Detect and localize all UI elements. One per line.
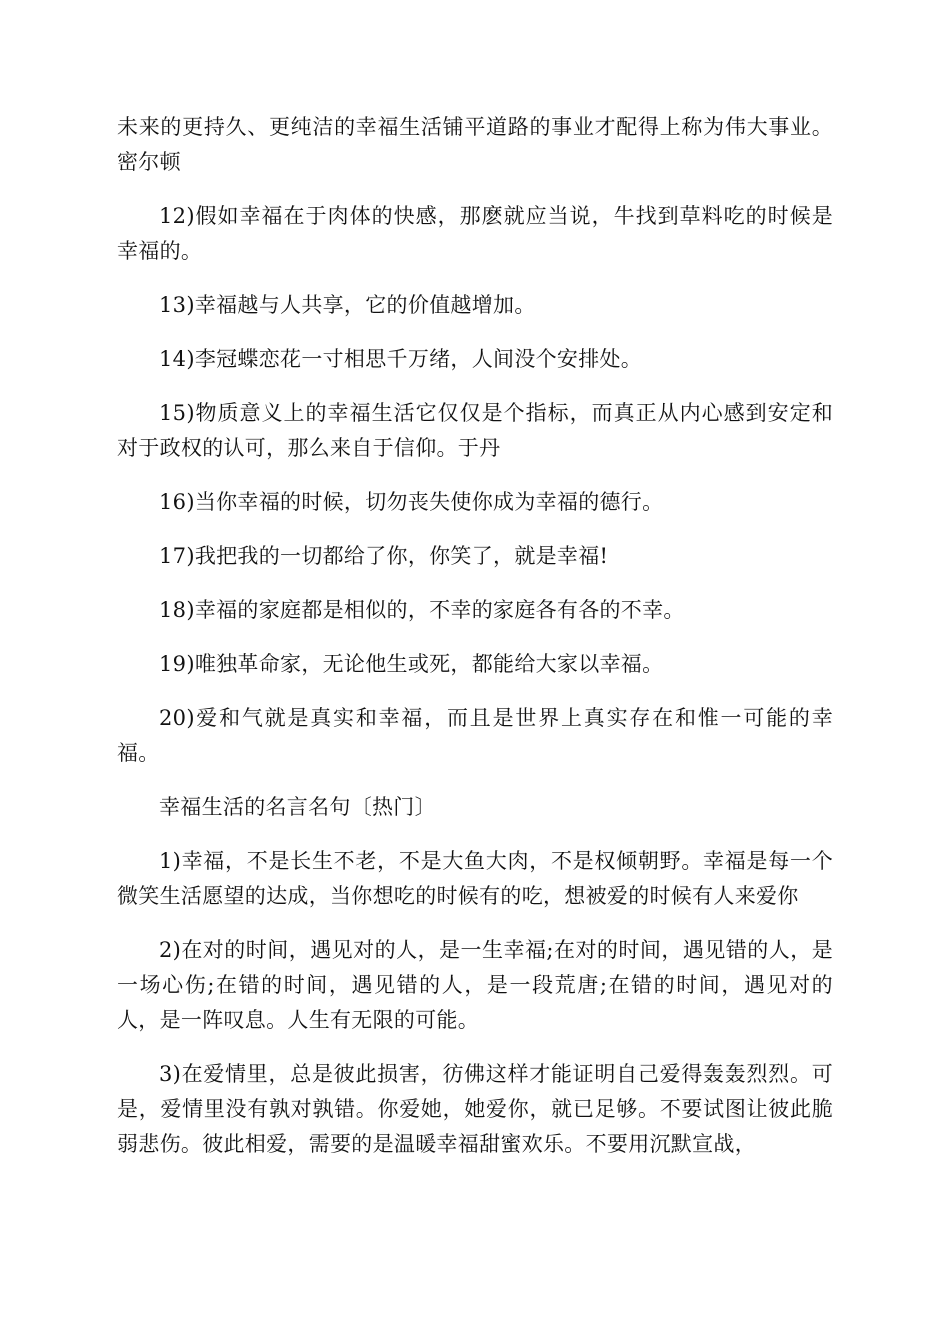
quote-2: 2)在对的时间，遇见对的人，是一生幸福;在对的时间，遇见错的人，是一场心伤;在错的时间，遇见错的人，是一段荒唐;在错的时间，遇见对的人，是一阵叹息。人生有无限的可能。 [117, 938, 833, 1032]
quote-3: 3)在爱情里，总是彼此损害，彷佛这样才能证明自己爱得轰轰烈烈。可是，爱情里没有孰对孰错。你爱她，她爱你，就已足够。不要试图让彼此脆弱悲伤。彼此相爱，需要的是温暖幸福甜蜜欢乐。不要用沉默宣战， [117, 1062, 833, 1156]
quote-14: 14)李冠蝶恋花一寸相思千万绪，人间没个安排处。 [159, 347, 643, 371]
quote-15: 15)物质意义上的幸福生活它仅仅是个指标，而真正从内心感到安定和对于政权的认可，那么来自于信仰。于丹 [117, 401, 833, 460]
quote-18: 18)幸福的家庭都是相似的，不幸的家庭各有各的不幸。 [159, 598, 685, 622]
quote-12: 12)假如幸福在于肉体的快感，那麽就应当说，牛找到草料吃的时候是幸福的。 [117, 204, 833, 263]
quote-16: 16)当你幸福的时候，切勿丧失使你成为幸福的德行。 [159, 490, 664, 514]
document-body [117, 110, 833, 1181]
quote-1: 1)幸福，不是长生不老，不是大鱼大肉，不是权倾朝野。幸福是每一个微笑生活愿望的达成，当你想吃的时候有的吃，想被爱的时候有人来爱你 [117, 849, 833, 908]
paragraph-continuation: 未来的更持久、更纯洁的幸福生活铺平道路的事业才配得上称为伟大事业。密尔顿 [117, 115, 833, 174]
quote-20: 20)爱和气就是真实和幸福，而且是世界上真实存在和惟一可能的幸福。 [117, 706, 833, 765]
quote-13: 13)幸福越与人共享，它的价值越增加。 [159, 293, 536, 317]
section-heading: 幸福生活的名言名句〔热门〕 [159, 795, 436, 819]
quote-19: 19)唯独革命家，无论他生或死，都能给大家以幸福。 [159, 652, 664, 676]
quote-17: 17)我把我的一切都给了你，你笑了，就是幸福! [159, 544, 609, 568]
